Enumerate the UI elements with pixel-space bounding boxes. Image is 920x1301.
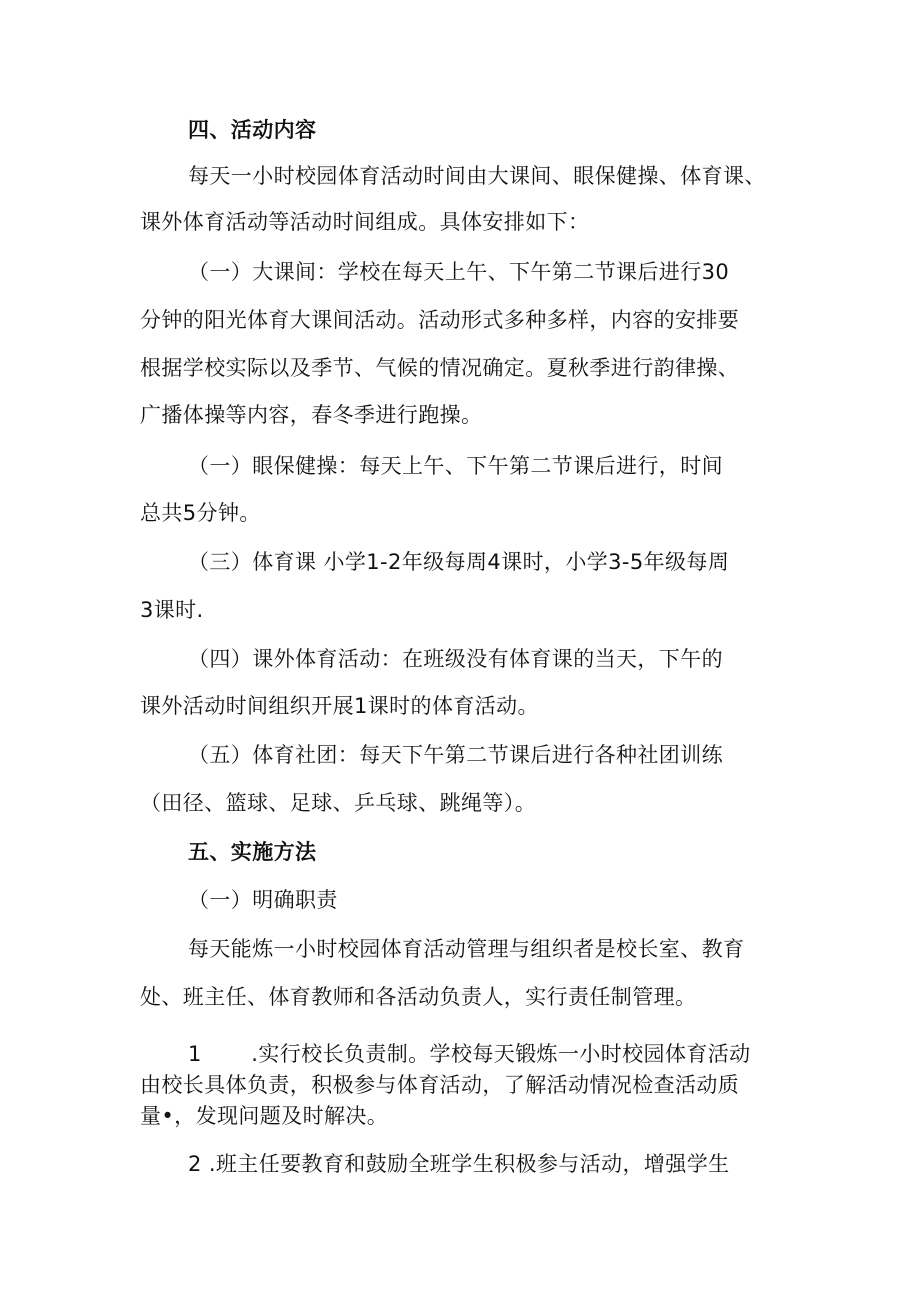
item1-line-3: 根据学校实际以及季节、气候的情况确定。夏秋季进行韵律操、 [140, 356, 740, 380]
item2-line-1: （一）眼保健操：每天上午、下午第二节课后进行，时间 [188, 454, 723, 478]
section-heading-implementation: 五、实施方法 [188, 840, 317, 864]
item4-line-1: （四）课外体育活动：在班级没有体育课的当天，下午的 [188, 647, 723, 671]
intro-line-1: 每天一小时校园体育活动时间由大课间、眼保健操、体育课、 [188, 164, 766, 188]
item2-line-2: 总共5分钟。 [140, 501, 261, 525]
section-heading-activity-content: 四、活动内容 [188, 118, 317, 142]
item5-line-1: （五）体育社团：每天下午第二节课后进行各种社团训练 [188, 743, 723, 767]
item1-line-4: 广播体操等内容，春冬季进行跑操。 [140, 403, 483, 427]
item5-line-2: （田径、篮球、足球、乒乓球、跳绳等）。 [140, 791, 537, 815]
point2-line-1: 2 .班主任要教育和鼓励全班学生积极参与活动，增强学生 [188, 1152, 730, 1176]
duties-para-line-2: 处、班主任、体育教师和各活动负责人，实行责任制管理。 [140, 985, 697, 1009]
item1-line-1: （一）大课间：学校在每天上午、下午第二节课后进行30 [188, 260, 730, 284]
point1-line-2: 由校长具体负责，积极参与体育活动，了解活动情况检查活动质 [140, 1073, 740, 1097]
item4-line-2: 课外活动时间组织开展1课时的体育活动。 [140, 694, 539, 718]
point1-line-3: 量•，发现问题及时解决。 [140, 1104, 389, 1128]
intro-line-2: 课外体育活动等活动时间组成。具体安排如下： [140, 210, 590, 234]
item3-line-1: （三）体育课 小学1-2年级每周4课时，小学3-5年级每周 [188, 550, 730, 574]
item1-line-2: 分钟的阳光体育大课间活动。活动形式多种多样，内容的安排要 [140, 308, 740, 332]
subheading-clarify-duties: （一）明确职责 [188, 888, 338, 912]
item3-line-2: 3课时. [140, 598, 204, 622]
duties-para-line-1: 每天能炼一小时校园体育活动管理与组织者是校长室、教育 [188, 937, 745, 961]
point1-line-1: 1 .实行校长负责制。学校每天锻炼一小时校园体育活动 [188, 1042, 751, 1066]
